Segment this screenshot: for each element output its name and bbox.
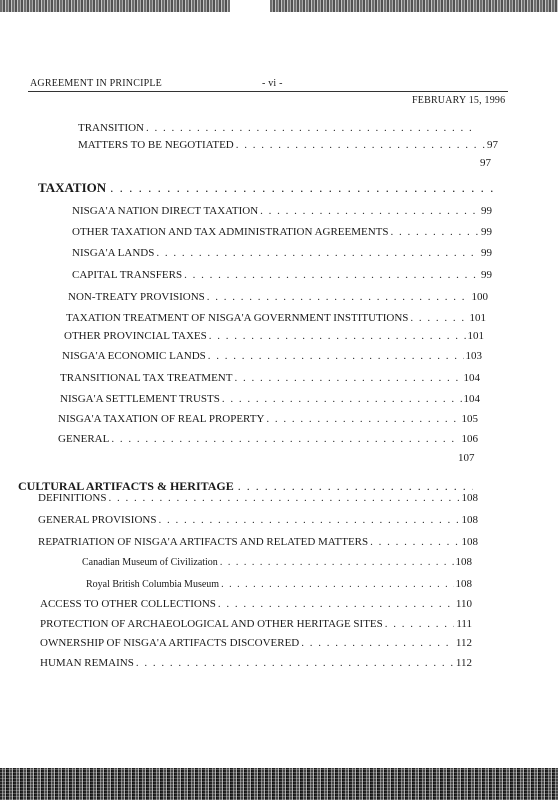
section-heading-taxation xyxy=(38,180,498,196)
toc-entry xyxy=(60,372,480,386)
toc-subentry xyxy=(82,556,472,570)
header-rule xyxy=(28,91,508,92)
toc-entry-page: 104 xyxy=(463,372,480,384)
toc-entry-title: TRANSITION xyxy=(78,122,144,134)
toc-entry-page: 99 xyxy=(481,205,492,217)
toc-leader-dots xyxy=(236,139,485,151)
toc-entry-title: Canadian Museum of Civilization xyxy=(82,557,218,568)
section-title: CULTURAL ARTIFACTS & HERITAGE xyxy=(18,479,234,493)
page-number-roman: - vi - xyxy=(262,78,283,89)
toc-leader-dots xyxy=(221,579,453,590)
toc-entry-page: 100 xyxy=(471,291,488,303)
toc-entry-page: 108 xyxy=(461,492,478,504)
scan-noise-top xyxy=(0,0,558,12)
toc-subentry xyxy=(86,578,472,592)
toc-entry-title: TRANSITIONAL TAX TREATMENT xyxy=(60,372,233,384)
toc-leader-dots xyxy=(218,598,454,610)
toc-entry-page: 101 xyxy=(469,312,486,324)
toc-entry-page: 106 xyxy=(461,433,478,445)
toc-leader-dots xyxy=(260,205,479,217)
toc-entry xyxy=(40,598,472,612)
toc-leader-dots xyxy=(266,413,459,425)
toc-leader-dots xyxy=(208,350,464,362)
toc-entry xyxy=(62,350,482,364)
toc-leader-dots xyxy=(108,492,459,504)
toc-entry xyxy=(60,393,480,407)
toc-entry-page: 108 xyxy=(461,514,478,526)
toc-entry-page: 108 xyxy=(455,578,472,590)
toc-entry-title: NON-TREATY PROVISIONS xyxy=(68,291,205,303)
toc-entry xyxy=(38,492,478,506)
toc-entry-page: 108 xyxy=(461,536,478,548)
toc-leader-dots xyxy=(146,122,476,134)
toc-entry xyxy=(38,514,478,528)
toc-entry-title: ACCESS TO OTHER COLLECTIONS xyxy=(40,598,216,610)
toc-entry-page: 101 xyxy=(467,330,484,342)
toc-entry xyxy=(40,618,472,632)
toc-entry-title: NISGA'A TAXATION OF REAL PROPERTY xyxy=(58,413,265,425)
toc-entry-page: 110 xyxy=(455,598,472,610)
toc-entry-title: REPATRIATION OF NISGA'A ARTIFACTS AND RELATED MATTERS xyxy=(38,536,369,548)
toc-entry-title: NISGA'A NATION DIRECT TAXATION xyxy=(72,205,259,217)
toc-entry xyxy=(58,413,478,427)
toc-entry xyxy=(58,433,478,447)
toc-entry-page: 108 xyxy=(455,556,472,568)
toc-entry-title: HUMAN REMAINS xyxy=(40,657,134,669)
running-header-title: AGREEMENT IN PRINCIPLE xyxy=(30,78,162,89)
toc-entry xyxy=(72,269,492,283)
toc-entry-title: OTHER TAXATION AND TAX ADMINISTRATION AGREEMENTS xyxy=(72,226,389,238)
toc-entry-page: 112 xyxy=(455,637,472,649)
toc-leader-dots xyxy=(301,637,454,649)
toc-entry xyxy=(40,657,472,671)
toc-entry-title: OWNERSHIP OF NISGA'A ARTIFACTS DISCOVERED xyxy=(40,637,300,649)
toc-entry xyxy=(72,205,492,219)
scan-noise-bottom xyxy=(0,768,558,800)
toc-entry xyxy=(78,122,478,136)
toc-entry-page: 104 xyxy=(463,393,480,405)
toc-leader-dots xyxy=(156,247,479,259)
toc-leader-dots xyxy=(136,657,454,669)
toc-leader-dots xyxy=(110,180,498,196)
toc-leader-dots xyxy=(222,393,462,405)
toc-entry xyxy=(72,247,492,261)
toc-entry-page: 112 xyxy=(455,657,472,669)
toc-entry-page: 107 xyxy=(458,452,475,464)
toc-entry-title: DEFINITIONS xyxy=(38,492,107,504)
toc-entry xyxy=(78,139,498,153)
toc-entry-title: CAPITAL TRANSFERS xyxy=(72,269,183,281)
toc-leader-dots xyxy=(234,372,461,384)
toc-entry-title: NISGA'A SETTLEMENT TRUSTS xyxy=(60,393,220,405)
toc-entry-page: 99 xyxy=(481,247,492,259)
toc-leader-dots xyxy=(391,226,479,238)
toc-entry xyxy=(68,291,488,305)
toc-leader-dots xyxy=(111,433,459,445)
toc-entry-title: GENERAL PROVISIONS xyxy=(38,514,157,526)
toc-entry-page: 97 xyxy=(480,157,491,169)
toc-leader-dots xyxy=(207,291,470,303)
toc-entry-title: GENERAL xyxy=(58,433,110,445)
toc-entry-title: TAXATION TREATMENT OF NISGA'A GOVERNMENT INSTITUTIONS xyxy=(66,312,409,324)
toc-leader-dots xyxy=(370,536,459,548)
section-title: TAXATION xyxy=(38,180,107,195)
toc-leader-dots xyxy=(410,312,467,324)
toc-entry-page: 111 xyxy=(456,618,472,630)
toc-entry-page: 99 xyxy=(481,226,492,238)
toc-leader-dots xyxy=(158,514,459,526)
toc-entry-title: PROTECTION OF ARCHAEOLOGICAL AND OTHER HERITAGE SITES xyxy=(40,618,383,630)
toc-entry-page: 97 xyxy=(487,139,498,151)
toc-entry-title: MATTERS TO BE NEGOTIATED xyxy=(78,139,234,151)
toc-entry-title: Royal British Columbia Museum xyxy=(86,579,220,590)
toc-entry xyxy=(40,637,472,651)
toc-leader-dots xyxy=(385,618,455,630)
toc-leader-dots xyxy=(220,557,454,568)
toc-entry-title: NISGA'A ECONOMIC LANDS xyxy=(62,350,206,362)
toc-entry xyxy=(38,536,478,550)
toc-entry-page: 99 xyxy=(481,269,492,281)
toc-leader-dots xyxy=(209,330,466,342)
toc-entry-title: NISGA'A LANDS xyxy=(72,247,155,259)
toc-entry xyxy=(72,226,492,240)
toc-entry xyxy=(66,312,486,326)
toc-entry-page: 105 xyxy=(461,413,478,425)
toc-leader-dots xyxy=(184,269,479,281)
toc-entry-page: 103 xyxy=(465,350,482,362)
toc-entry xyxy=(64,330,484,344)
header-date: FEBRUARY 15, 1996 xyxy=(412,95,506,106)
toc-entry-title: OTHER PROVINCIAL TAXES xyxy=(64,330,207,342)
